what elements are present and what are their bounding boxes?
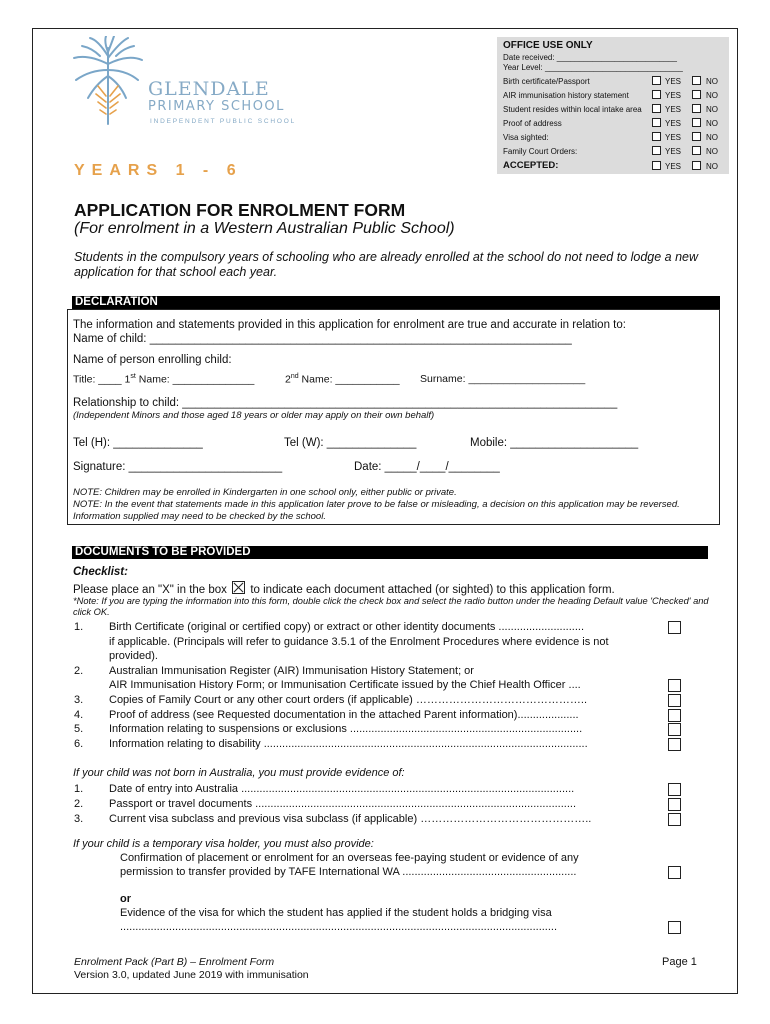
office-row-yes-label: YES [665,77,682,86]
office-row-label: Visa sighted: [503,133,549,142]
document-item-number: 5. [74,723,84,736]
name-of-child-field[interactable]: Name of child: __________________________________________________________________ [73,333,572,345]
office-row-label: AIR immunisation history statement [503,91,629,100]
document-item-checkbox[interactable] [668,694,681,707]
form-subtitle: (For enrolment in a Western Australian Public School) [74,220,455,237]
office-row-yes-checkbox[interactable] [652,146,661,155]
person-enrolling-label: Name of person enrolling child: [73,354,232,366]
first-name-field[interactable]: Name: ______________ [135,373,255,386]
document-item-checkbox[interactable] [668,621,681,634]
office-row-no-label: NO [706,77,718,86]
not-born-item-checkbox[interactable] [668,813,681,826]
office-use-title: OFFICE USE ONLY [503,40,593,51]
not-born-item-number: 2. [74,798,84,810]
office-row-no-checkbox[interactable] [692,90,701,99]
document-item-text: Information relating to suspensions or exclusions ............................................................................ [109,723,583,736]
document-item-checkbox[interactable] [668,709,681,722]
second-sup: nd [290,373,299,380]
office-row-yes-checkbox[interactable] [652,118,661,127]
form-title: APPLICATION FOR ENROLMENT FORM [74,200,406,220]
office-row-no-checkbox[interactable] [692,118,701,127]
logo-school-name: GLENDALE [148,78,270,100]
document-item-number: 2. [74,664,84,677]
office-row-yes-checkbox[interactable] [652,132,661,141]
office-row-no-label: NO [706,105,718,114]
document-item-text: if applicable. (Principals will refer to guidance 3.5.1 of the Enrolment Procedures where evidence is not [109,635,609,648]
tel-work-field[interactable]: Tel (W): ______________ [284,437,417,449]
office-row-yes-label: YES [665,119,682,128]
not-born-item-checkbox[interactable] [668,798,681,811]
document-item-text: Information relating to disability .......................................................................................................... [109,737,588,750]
relationship-field[interactable]: Relationship to child: ____________________________________________________________________ [73,397,618,409]
logo-school-type: PRIMARY SCHOOL [148,99,285,114]
office-row-no-checkbox[interactable] [692,132,701,141]
office-row-yes-checkbox[interactable] [652,76,661,85]
declaration-note-kindergarten: NOTE: Children may be enrolled in Kindergarten in one school only, either public or private. [73,487,457,498]
not-born-item-text: Passport or travel documents ......................................................................................................... [109,798,577,810]
office-row-yes-label: YES [665,133,682,142]
not-born-item-checkbox[interactable] [668,783,681,796]
office-accepted-label: ACCEPTED: [503,160,559,171]
first-sup: st [130,373,136,380]
x-mark-icon [232,581,245,594]
checklist-note: *Note: If you are typing the information into this form, double click the check box and select the radio button under the heading Default value 'Checked' and click OK. [73,596,709,617]
temp-visa-heading: If your child is a temporary visa holder, you must also provide: [73,838,374,850]
date-field[interactable]: Date: _____/____/________ [354,461,500,473]
relationship-note: (Independent Minors and those aged 18 years or older may apply on their own behalf) [73,410,435,421]
footer-version: Version 3.0, updated June 2019 with immunisation [74,969,309,981]
logo-tagline: INDEPENDENT PUBLIC SCHOOL [150,118,297,125]
document-item-checkbox[interactable] [668,723,681,736]
office-date-received: Date received: ___________________________ [503,53,677,62]
document-item-number: 3. [74,694,84,706]
footer-pack-label: Enrolment Pack (Part B) – Enrolment Form [74,956,275,968]
document-item-text: Proof of address (see Requested documentation in the attached Parent information).................... [109,708,579,721]
title-field[interactable]: Title: ____ 1 [73,373,131,386]
or-label: or [120,893,131,905]
office-row-yes-label: YES [665,91,682,100]
office-row-label: Student resides within local intake area [503,105,642,114]
document-item-text: Australian Immunisation Register (AIR) Immunisation History Statement; or [109,664,474,677]
instruction-end: to indicate each document attached (or sighted) to this application form. [250,584,615,596]
temp-visa-line2: permission to transfer provided by TAFE International WA ......................................................... [120,866,577,878]
accepted-yes-label: YES [665,162,682,171]
office-row-yes-label: YES [665,105,682,114]
document-item-text: provided). [109,650,158,663]
second-num: 2 [285,373,291,386]
office-row-no-checkbox[interactable] [692,104,701,113]
second-name-field[interactable]: Name: ___________ [298,373,400,386]
document-item-checkbox[interactable] [668,738,681,751]
temp-visa-line1: Confirmation of placement or enrolment for an overseas fee-paying student or evidence of any [120,852,579,864]
tel-home-field[interactable]: Tel (H): ______________ [73,437,203,449]
accepted-no-label: NO [706,162,718,171]
checklist-instruction [73,581,615,596]
visa-evidence-checkbox[interactable] [668,921,681,934]
signature-field[interactable]: Signature: ________________________ [73,461,283,473]
office-row-no-checkbox[interactable] [692,146,701,155]
office-row-label: Family Court Orders: [503,147,578,156]
temp-visa-checkbox[interactable] [668,866,681,879]
accepted-no-checkbox[interactable] [692,161,701,170]
documents-header: DOCUMENTS TO BE PROVIDED [72,546,708,559]
years-heading: YEARS 1 - 6 [74,162,243,179]
document-item-text: Birth Certificate (original or certified copy) or extract or other identity documents ............................ [109,621,585,633]
office-row-yes-checkbox[interactable] [652,90,661,99]
document-item-checkbox[interactable] [668,679,681,692]
not-born-item-number: 1. [74,783,84,795]
title-names-row[interactable] [73,373,254,386]
declaration-note-false-info: NOTE: In the event that statements made in this application later prove to be false or misleading, a decision on this application may be reversed. Information supplied may need to be checked by the school. [73,499,680,522]
visa-evidence-dots: ............................................................................................................................................... [120,921,558,933]
document-item-number: 1. [74,621,84,633]
office-year-level: Year Level: _______________________________ [503,63,683,72]
accepted-yes-checkbox[interactable] [652,161,661,170]
document-item-text: Copies of Family Court or any other court orders (if applicable) ……………………………………….. [109,694,588,706]
mobile-field[interactable]: Mobile: ____________________ [470,437,639,449]
office-row-label: Birth certificate/Passport [503,77,590,86]
office-row-yes-label: YES [665,147,682,156]
second-name-row[interactable] [285,373,400,386]
page-number: Page 1 [662,956,697,968]
instruction-start: Please place an "X" in the box [73,584,227,596]
checklist-heading: Checklist: [73,566,128,578]
office-row-yes-checkbox[interactable] [652,104,661,113]
document-item-text: AIR Immunisation History Form; or Immunisation Certificate issued by the Chief Health Officer .... [109,679,581,692]
document-item-number: 6. [74,737,84,750]
office-row-no-checkbox[interactable] [692,76,701,85]
document-item-number: 4. [74,708,84,721]
not-born-item-number: 3. [74,813,84,825]
office-row-no-label: NO [706,91,718,100]
office-row-no-label: NO [706,133,718,142]
not-born-item-text: Date of entry into Australia ............................................................................................................. [109,783,575,795]
office-row-no-label: NO [706,147,718,156]
office-row-label: Proof of address [503,119,562,128]
office-row-no-label: NO [706,119,718,128]
not-born-heading: If your child was not born in Australia, you must provide evidence of: [73,767,405,779]
visa-evidence-text: Evidence of the visa for which the student has applied if the student holds a bridging visa [120,907,552,919]
declaration-statement: The information and statements provided in this application for enrolment are true and accurate in relation to: [73,319,626,331]
form-intro: Students in the compulsory years of schooling who are already enrolled at the school do not need to lodge a new application for that school each year. [74,250,699,279]
surname-field[interactable]: Surname: ____________________ [420,373,586,385]
declaration-header: DECLARATION [72,296,720,309]
not-born-item-text: Current visa subclass and previous visa subclass (if applicable) ……………………………………….. [109,813,592,825]
